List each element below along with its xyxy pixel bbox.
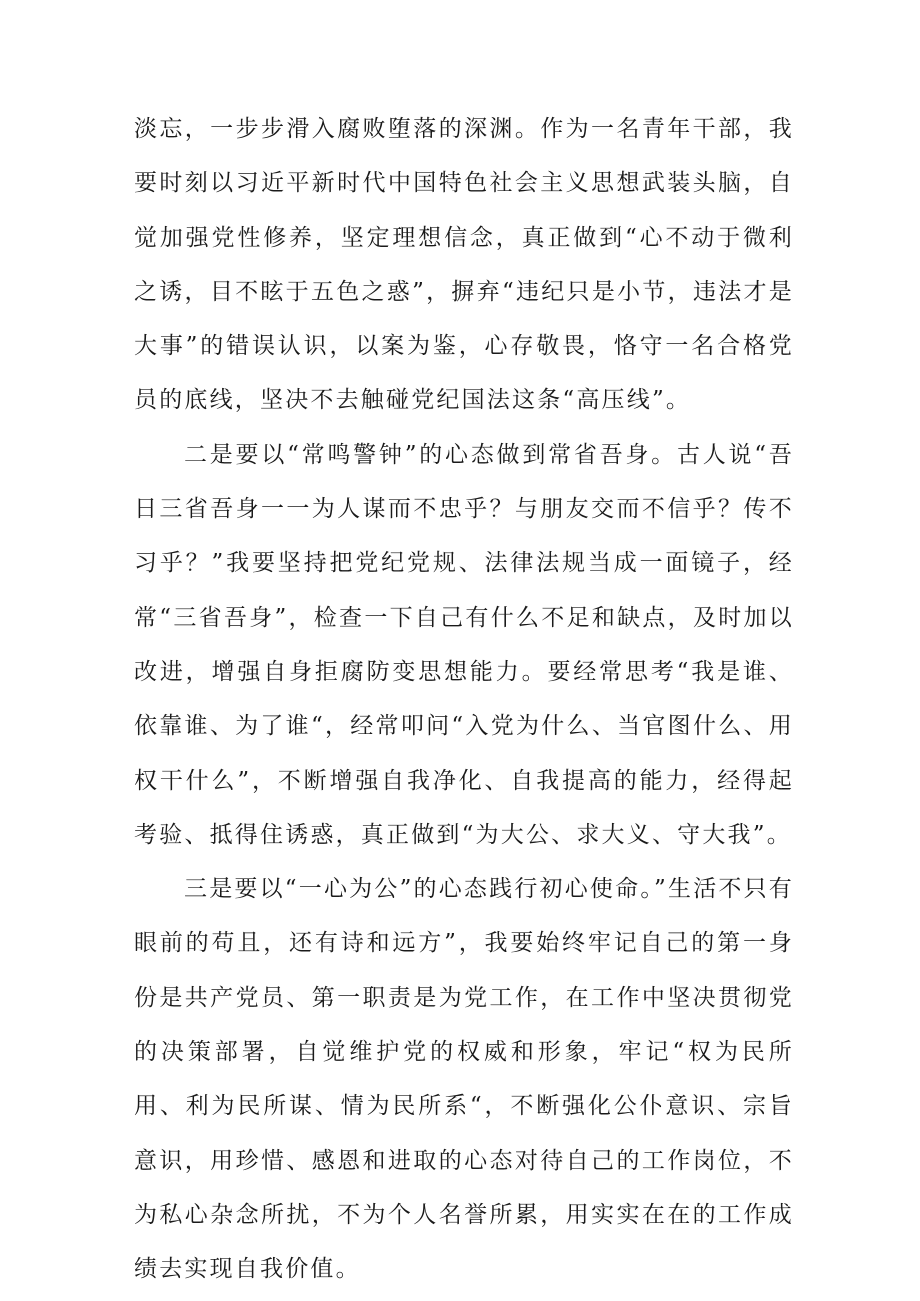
paragraph-continuation: 淡忘，一步步滑入腐败堕落的深渊。作为一名青年干部，我要时刻以习近平新时代中国特色社会主义思想武装头脑，自觉加强党性修养，坚定理想信念，真正做到“心不动于微利之诱，目不眩于五色之惑”，摒弃“违纪只是小节，违法才是大事”的错误认识，以案为鉴，心存敬畏，恪守一名合格党员的底线，坚决不去触碰党纪国法这条“高压线”。 (134, 116, 794, 414)
paragraph-point-two: 二是要以“常鸣警钟”的心态做到常省吾身。古人说“吾日三省吾身一一为人谋而不忠乎？与朋友交而不信乎？传不习乎？”我要坚持把党纪党规、法律法规当成一面镜子，经常“三省吾身”，检查一下自己有什么不足和缺点，及时加以改进，增强自身拒腐防变思想能力。要经常思考“我是谁、依靠谁、为了谁“，经常叩问“入党为什么、当官图什么、用权干什么”，不断增强自我净化、自我提高的能力，经得起考验、抵得住诱惑，真正做到“为大公、求大义、守大我”。 (134, 441, 794, 848)
document-body (134, 102, 794, 1297)
paragraph-point-three: 三是要以“一心为公”的心态践行初心使命。”生活不只有眼前的苟且，还有诗和远方”，我要始终牢记自己的第一身份是共产党员、第一职责是为党工作，在工作中坚决贯彻党的决策部署，自觉维护党的权威和形象，牢记“权为民所用、利为民所谋、情为民所系“，不断强化公仆意识、宗旨意识，用珍惜、感恩和进取的心态对待自己的工作岗位，不为私心杂念所扰，不为个人名誉所累，用实实在在的工作成绩去实现自我价值。 (134, 876, 794, 1283)
